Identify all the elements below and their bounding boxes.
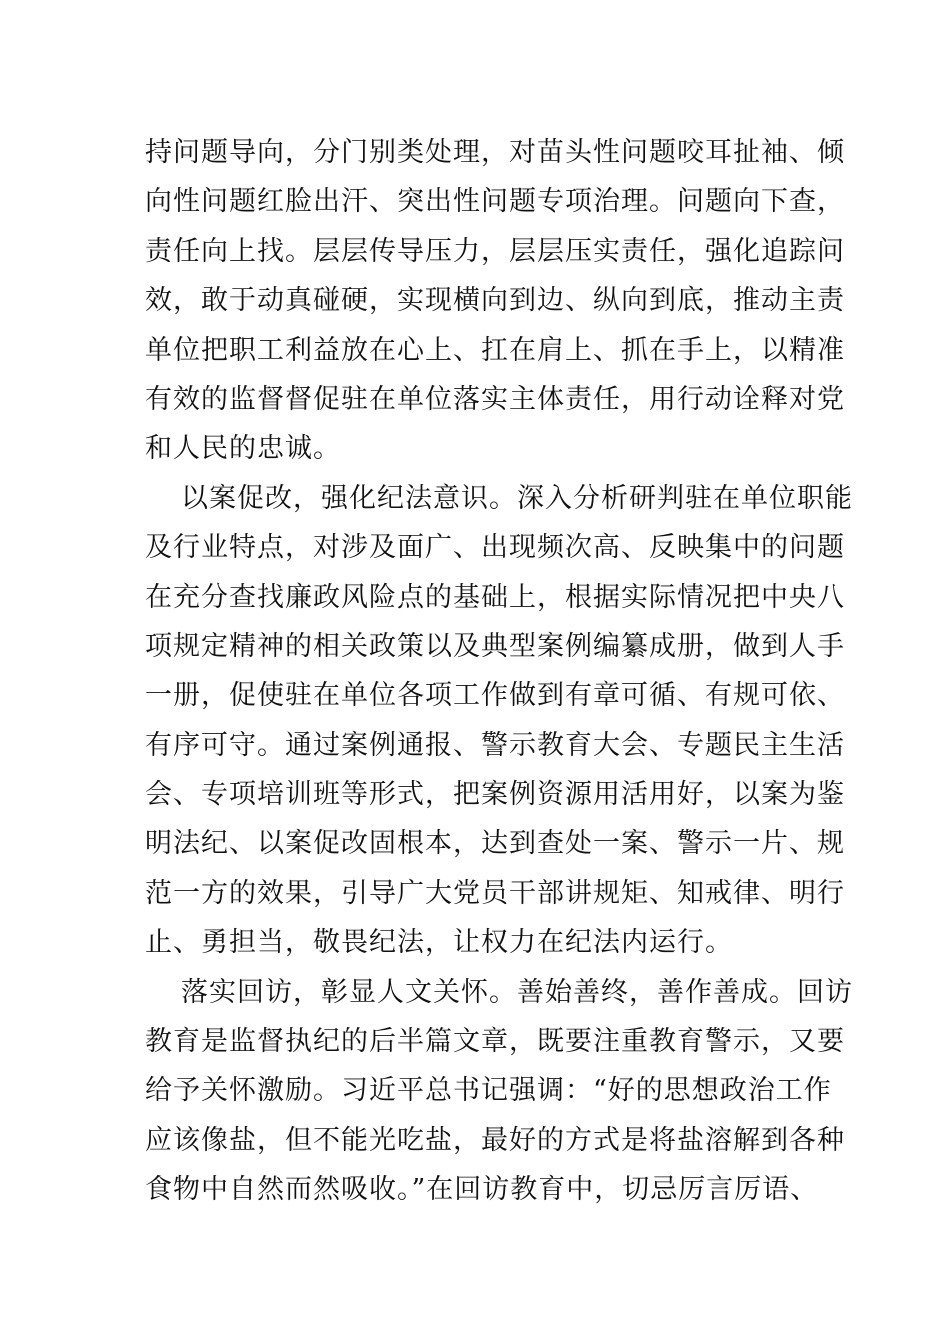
paragraph-2-line: 及行业特点，对涉及面广、出现频次高、反映集中的问题 bbox=[145, 532, 845, 564]
paragraph-2-line: 一册，促使驻在单位各项工作做到有章可循、有规可依、 bbox=[145, 680, 845, 712]
paragraph-1-line: 持问题导向，分门别类处理，对苗头性问题咬耳扯袖、倾 bbox=[145, 137, 845, 168]
paragraph-2-line: 止、勇担当，敬畏纪法，让权力在纪法内运行。 bbox=[145, 927, 733, 959]
paragraph-2-line: 在充分查找廉政风险点的基础上，根据实际情况把中央八 bbox=[145, 581, 845, 613]
paragraph-2-line: 明法纪、以案促改固根本，达到查处一案、警示一片、规 bbox=[145, 828, 845, 860]
paragraph-1-line: 和人民的忠诚。 bbox=[145, 433, 341, 465]
paragraph-3-line: 教育是监督执纪的后半篇文章，既要注重教育警示，又要 bbox=[145, 1026, 845, 1058]
paragraph-1-line: 向性问题红脸出汗、突出性问题专项治理。问题向下查， bbox=[145, 186, 845, 218]
paragraph-3-line: 食物中自然而然吸收。”在回访教育中，切忌厉言厉语、 bbox=[145, 1174, 819, 1206]
paragraph-1-line: 单位把职工利益放在心上、扛在肩上、抓在手上，以精准 bbox=[145, 334, 845, 366]
paragraph-1-line: 有效的监督督促驻在单位落实主体责任，用行动诠释对党 bbox=[145, 383, 845, 415]
body-text bbox=[145, 128, 853, 1215]
paragraph-2-line: 项规定精神的相关政策以及典型案例编纂成册，做到人手 bbox=[145, 630, 845, 662]
paragraph-2-line: 范一方的效果，引导广大党员干部讲规矩、知戒律、明行 bbox=[145, 877, 845, 909]
paragraph-3-line: 给予关怀激励。习近平总书记强调：“好的思想政治工作 bbox=[145, 1075, 832, 1107]
paragraph-1-line: 责任向上找。层层传导压力，层层压实责任，强化追踪问 bbox=[145, 235, 845, 267]
paragraph-3-line: 落实回访，彰显人文关怀。善始善终，善作善成。回访 bbox=[181, 976, 853, 1008]
paragraph-1-line: 效，敢于动真碰硬，实现横向到边、纵向到底，推动主责 bbox=[145, 285, 845, 317]
paragraph-2-line: 会、专项培训班等形式，把案例资源用活用好，以案为鉴 bbox=[145, 779, 845, 811]
paragraph-2-line: 以案促改，强化纪法意识。深入分析研判驻在单位职能 bbox=[181, 482, 853, 514]
paragraph-3-line: 应该像盐，但不能光吃盐，最好的方式是将盐溶解到各种 bbox=[145, 1124, 845, 1156]
paragraph-2-line: 有序可守。通过案例通报、警示教育大会、专题民主生活 bbox=[145, 729, 845, 761]
